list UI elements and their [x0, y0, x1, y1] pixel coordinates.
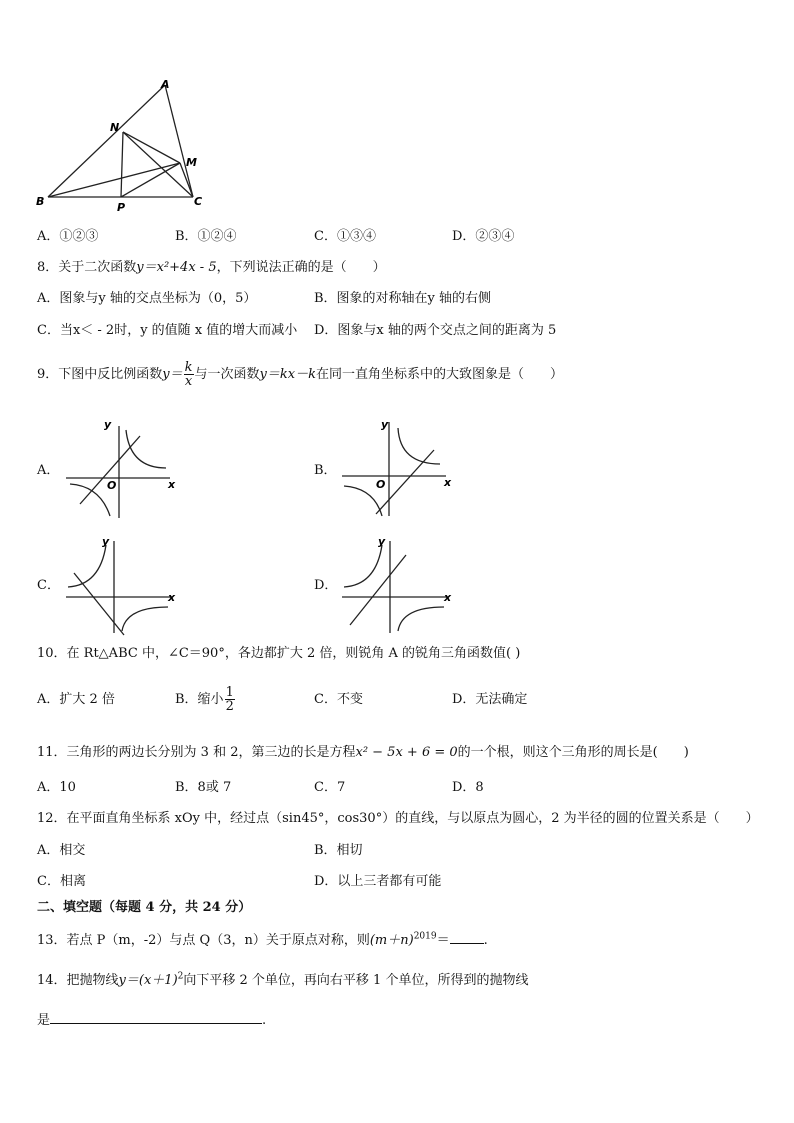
label-M: M: [186, 156, 197, 169]
graph-d-hyperbola-q4: [398, 607, 444, 631]
q11-equation: x² − 5x + 6 = 0: [355, 745, 458, 760]
q13-exponent: 2019: [413, 931, 437, 942]
q14-parabola: y＝(x＋1): [118, 973, 178, 988]
q13-expr: (m＋n): [369, 933, 414, 948]
graph-d-x-label: x: [444, 591, 452, 604]
q9-stem-post: 在同一直角坐标系中的大致图象是（ ）: [315, 367, 563, 382]
graph-b-hyperbola-q1: [398, 428, 440, 464]
graph-c-line: [74, 573, 124, 635]
q8-stem-pre: 8．关于二次函数: [37, 260, 137, 275]
label-B: B: [36, 195, 45, 208]
q10-option-d: D．无法确定: [452, 692, 528, 707]
graph-a-line: [80, 436, 140, 504]
q10-option-b-fraction: [225, 686, 235, 713]
graph-d-hyperbola-q2: [344, 545, 382, 587]
graph-b-x-label: x: [444, 476, 452, 489]
q9-linear: y＝kx－k: [259, 367, 316, 382]
q13-stem-pre: 13．若点 P（m，-2）与点 Q（3，n）关于原点对称，则: [37, 933, 370, 948]
q14-exponent: 2: [177, 971, 184, 982]
q7-option-d: D．②③④: [452, 229, 515, 244]
q9-frac-den: x: [184, 374, 193, 389]
graph-d-line: [350, 555, 406, 625]
q9-option-b-label: B．: [314, 463, 337, 478]
q8-stem: [37, 260, 386, 276]
q9-graph-d: [336, 535, 456, 635]
section-2-title: 二、填空题（每题 4 分，共 24 分）: [37, 900, 252, 915]
q11-stem-post: 的一个根，则这个三角形的周长是( ): [457, 745, 689, 760]
q10-option-c: C．不变: [314, 692, 363, 707]
q8-stem-post: ，下列说法正确的是（ ）: [216, 260, 386, 275]
q7-option-b: B．①②④: [175, 229, 237, 244]
q11-option-a: A．10: [37, 780, 76, 795]
q9-y-eq: y＝: [162, 367, 183, 382]
graph-a-origin-label: O: [107, 479, 117, 492]
q10-option-a: A．扩大 2 倍: [37, 692, 115, 707]
graph-c-hyperbola-q2: [68, 545, 106, 587]
q9-option-d-label: D．: [314, 578, 338, 593]
segment-NP: [121, 132, 123, 197]
segment-BM: [48, 163, 180, 197]
q9-stem-mid: 与一次函数: [194, 367, 260, 382]
q8-formula: y＝x²+4x - 5: [136, 260, 217, 275]
q13-end: .: [483, 933, 488, 948]
graph-a-hyperbola-q1: [126, 430, 166, 468]
q9-graph-a: [60, 418, 180, 523]
graph-c-hyperbola-q4: [122, 607, 168, 631]
segment-PM: [121, 163, 180, 197]
q11-stem: [37, 745, 689, 761]
graph-a-hyperbola-q3: [70, 484, 110, 516]
graph-a-x-label: x: [168, 478, 176, 491]
q14-end: .: [262, 1013, 267, 1028]
q10-frac-den: 2: [225, 699, 234, 714]
q9-graph-b: [336, 416, 456, 521]
graph-b-y-label: y: [381, 418, 389, 431]
q9-option-a-label: A．: [37, 463, 60, 478]
graph-b-origin-label: O: [376, 478, 386, 491]
q12-option-b: B．相切: [314, 843, 363, 858]
q10-option-b-text: B．缩小: [175, 692, 224, 707]
q14-line2: [37, 1011, 266, 1029]
label-C: C: [194, 195, 203, 208]
q8-option-b: B．图象的对称轴在y 轴的右侧: [314, 291, 492, 306]
q14-stem-pre: 14．把抛物线: [37, 973, 119, 988]
q11-option-c: C．7: [314, 780, 346, 795]
q9-fraction: [184, 361, 194, 388]
q7-triangle-figure: [30, 75, 220, 215]
q9-frac-num: k: [184, 360, 193, 375]
q12-stem: 12．在平面直角坐标系 xOy 中，经过点（sin45°，cos30°）的直线，与以原点为圆心，2 为半径的圆的位置关系是（ ）: [37, 811, 759, 826]
q8-option-c: C．当x＜ - 2时，y 的值随 x 值的增大而减小: [37, 323, 298, 338]
q7-option-a: A．①②③: [37, 229, 99, 244]
q14-stem: [37, 973, 528, 989]
q9-graph-c: [60, 535, 180, 635]
q12-option-a: A．相交: [37, 843, 86, 858]
q10-option-b: [175, 682, 236, 718]
q14-stem-post: 向下平移 2 个单位，再向右平移 1 个单位，所得到的抛物线: [183, 973, 529, 988]
q13-stem: [37, 931, 488, 949]
label-N: N: [110, 121, 120, 134]
label-A: A: [161, 78, 170, 91]
q12-option-d: D．以上三者都有可能: [314, 874, 442, 889]
q12-option-c: C．相离: [37, 874, 86, 889]
graph-a-y-label: y: [104, 418, 112, 431]
q9-option-c-label: C．: [37, 578, 60, 593]
graph-c-x-label: x: [168, 591, 176, 604]
q8-option-d: D．图象与x 轴的两个交点之间的距离为 5: [314, 323, 557, 338]
q11-stem-pre: 11．三角形的两边长分别为 3 和 2，第三边的长是方程: [37, 745, 356, 760]
graph-c-y-label: y: [102, 535, 110, 548]
label-P: P: [117, 201, 126, 214]
q14-line2-text: 是: [37, 1013, 51, 1028]
graph-d-y-label: y: [378, 535, 386, 548]
q11-option-d: D．8: [452, 780, 484, 795]
segment-NC: [123, 132, 193, 197]
q9-stem-pre: 9．下图中反比例函数: [37, 367, 163, 382]
q14-answer-blank[interactable]: [50, 1011, 262, 1024]
q9-stem: [37, 358, 563, 392]
q13-answer-blank[interactable]: [450, 931, 484, 944]
q7-option-c: C．①③④: [314, 229, 376, 244]
q10-stem: 10．在 Rt△ABC 中，∠C＝90°，各边都扩大 2 倍，则锐角 A 的锐角三角函数值( ): [37, 646, 521, 661]
segment-AB: [48, 85, 165, 197]
segment-AC: [165, 85, 193, 197]
q10-frac-num: 1: [225, 685, 234, 700]
q11-option-b: B．8或 7: [175, 780, 232, 795]
q13-eq: ＝: [436, 933, 450, 948]
q8-option-a: A．图象与y 轴的交点坐标为（0，5）: [37, 291, 257, 306]
